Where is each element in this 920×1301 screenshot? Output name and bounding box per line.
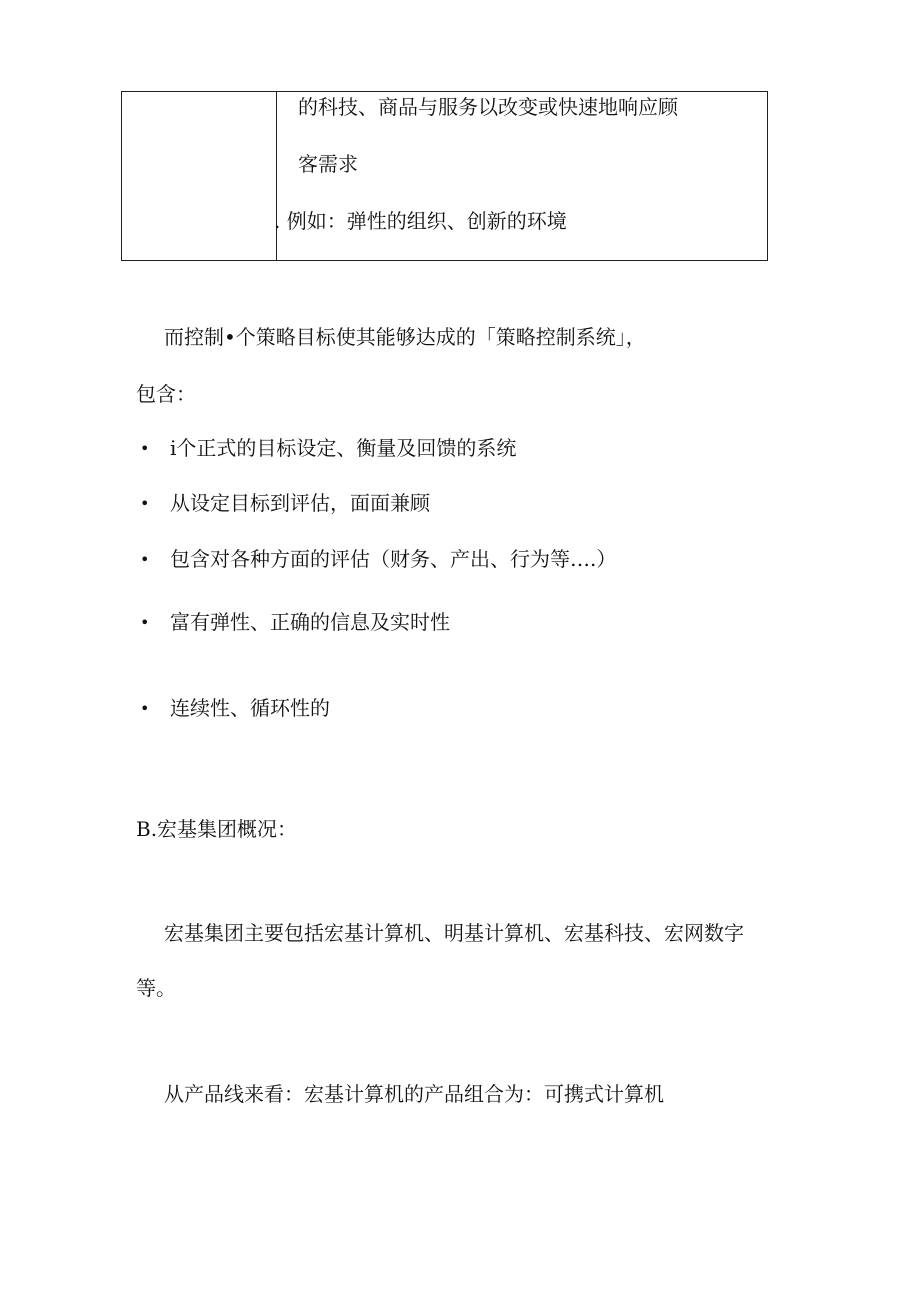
- paragraph-line: 从产品线来看：宏基计算机的产品组合为：可携式计算机: [164, 1082, 664, 1106]
- bullet-marker: •: [140, 699, 150, 718]
- list-item-text: i个正式的目标设定、衡量及回馈的系统: [170, 436, 517, 460]
- bullet-marker: •: [140, 613, 150, 632]
- bullet-marker: •: [140, 439, 150, 458]
- intro-line-1: 而控制•个策略目标使其能够达成的「策略控制系统」，: [164, 325, 646, 349]
- table-cell-line-3: . 例如：弹性的组织、创新的环境: [274, 209, 567, 233]
- list-item-text: 包含对各种方面的评估（财务、产出、行为等….）: [170, 547, 617, 571]
- bullet-marker: •: [140, 550, 150, 569]
- table-column-divider: [276, 92, 277, 260]
- bullet-marker: •: [140, 494, 150, 513]
- intro-line-2: 包含：: [136, 382, 196, 406]
- paragraph-line: 宏基集团主要包括宏基计算机、明基计算机、宏基科技、宏网数字: [164, 921, 744, 945]
- table-cell-line-2: 客需求: [298, 152, 358, 176]
- list-item-text: 富有弹性、正确的信息及实时性: [170, 610, 450, 634]
- section-heading: B.宏基集团概况：: [136, 817, 298, 841]
- list-item-text: 连续性、循环性的: [170, 696, 330, 720]
- table-cell-line-1: 的科技、商品与服务以改变或快速地响应顾: [298, 95, 678, 119]
- paragraph-line: 等。: [136, 976, 176, 1000]
- list-item-text: 从设定目标到评估，面面兼顾: [170, 491, 430, 515]
